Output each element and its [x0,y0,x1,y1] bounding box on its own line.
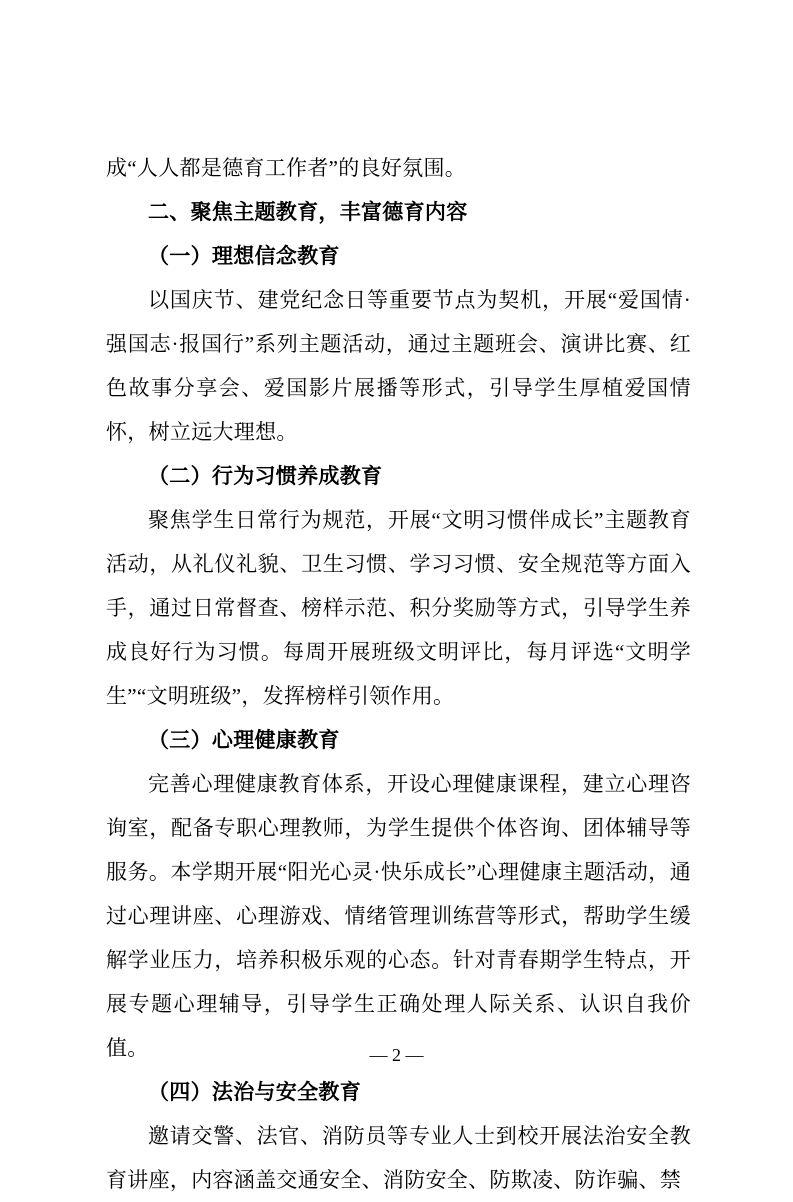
paragraph-continuation: 成“人人都是德育工作者”的良好氛围。 [106,156,467,180]
subsection-heading-2: （二）行为习惯养成教育 [148,464,383,488]
subsection-heading-3: （三）心理健康教育 [148,728,340,752]
subsection-heading-1: （一）理想信念教育 [148,244,340,268]
paragraph-law-safety-education: 邀请交警、法官、消防员等专业人士到校开展法治安全教育讲座，内容涵盖交通安全、消防安全、防欺凌、防诈骗、禁 [106,1124,691,1192]
paragraph-mental-health-education: 完善心理健康教育体系，开设心理健康课程，建立心理咨询室，配备专职心理教师，为学生提供个体咨询、团体辅导等服务。本学期开展“阳光心灵·快乐成长”心理健康主题活动，通过心理讲座、心理游戏、情绪管理训练营等形式，帮助学生缓解学业压力，培养积极乐观的心态。针对青春期学生特点，开展专题心理辅导，引导学生正确处理人际关系、认识自我价值。 [106,772,691,1060]
subsection-heading-4: （四）法治与安全教育 [148,1080,361,1104]
paragraph-ideal-belief-education: 以国庆节、建党纪念日等重要节点为契机，开展“爱国情·强国志·报国行”系列主题活动，通过主题班会、演讲比赛、红色故事分享会、爱国影片展播等形式，引导学生厚植爱国情怀，树立远大理想。 [106,288,691,444]
paragraph-behavior-habit-education: 聚焦学生日常行为规范，开展“文明习惯伴成长”主题教育活动，从礼仪礼貌、卫生习惯、学习习惯、安全规范等方面入手，通过日常督查、榜样示范、积分奖励等方式，引导学生养成良好行为习惯。每周开展班级文明评比，每月评选“文明学生”“文明班级”，发挥榜样引领作用。 [106,508,691,708]
page-number: — 2 — [369,1045,424,1065]
section-heading-2: 二、聚焦主题教育，丰富德育内容 [148,200,468,224]
